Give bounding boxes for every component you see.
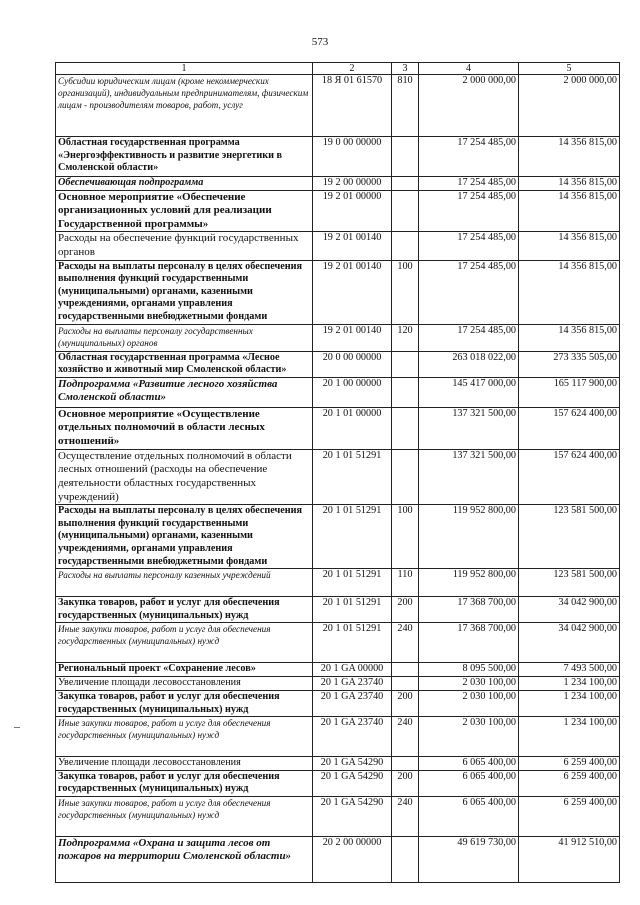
row-code-cell: 20 1 01 51291 xyxy=(313,569,392,597)
row-expense-type-cell: 120 xyxy=(392,324,419,351)
row-name-cell: Расходы на выплаты персоналу государственных (муниципальных) органов xyxy=(56,324,313,351)
scan-mark xyxy=(14,727,20,728)
row-amount-year2-cell: 14 356 815,00 xyxy=(519,324,620,351)
row-amount-year1-cell: 119 952 800,00 xyxy=(419,505,519,569)
row-expense-type-cell xyxy=(392,757,419,771)
row-expense-type-cell xyxy=(392,836,419,882)
row-code-cell: 20 1 01 00000 xyxy=(313,407,392,449)
row-code-cell: 19 2 01 00140 xyxy=(313,260,392,324)
row-amount-year1-cell: 137 321 500,00 xyxy=(419,407,519,449)
table-row xyxy=(56,757,620,771)
row-code-cell: 18 Я 01 61570 xyxy=(313,75,392,137)
row-amount-year2-cell: 123 581 500,00 xyxy=(519,569,620,597)
row-name-cell: Увеличение площади лесовосстановления xyxy=(56,677,313,691)
table-row xyxy=(56,770,620,796)
row-name-cell: Закупка товаров, работ и услуг для обеспечения государственных (муниципальных) нужд xyxy=(56,597,313,623)
row-expense-type-cell: 200 xyxy=(392,770,419,796)
row-amount-year1-cell: 17 254 485,00 xyxy=(419,137,519,177)
row-name-cell: Подпрограмма «Развитие лесного хозяйства Смоленской области» xyxy=(56,377,313,407)
table-row xyxy=(56,137,620,177)
row-amount-year2-cell: 34 042 900,00 xyxy=(519,623,620,663)
header-col-2: 2 xyxy=(313,63,392,75)
row-name-cell: Иные закупки товаров, работ и услуг для обеспечения государственных (муниципальных) нужд xyxy=(56,623,313,663)
row-name-cell: Расходы на выплаты персоналу в целях обеспечения выполнения функций государственными (муниципальными) органами, казенными учреждениями, органами управления государственными внебюджетными фондами xyxy=(56,260,313,324)
row-amount-year2-cell: 14 356 815,00 xyxy=(519,260,620,324)
row-amount-year1-cell: 17 368 700,00 xyxy=(419,623,519,663)
row-code-cell: 20 1 GA 00000 xyxy=(313,663,392,677)
table-row xyxy=(56,351,620,377)
row-amount-year2-cell: 7 493 500,00 xyxy=(519,663,620,677)
row-amount-year1-cell: 17 254 485,00 xyxy=(419,190,519,232)
row-name-cell: Обеспечивающая подпрограмма xyxy=(56,177,313,191)
row-expense-type-cell xyxy=(392,232,419,260)
header-col-1: 1 xyxy=(56,63,313,75)
row-amount-year2-cell: 14 356 815,00 xyxy=(519,190,620,232)
row-expense-type-cell: 240 xyxy=(392,623,419,663)
row-amount-year1-cell: 6 065 400,00 xyxy=(419,757,519,771)
row-amount-year2-cell: 165 117 900,00 xyxy=(519,377,620,407)
row-expense-type-cell xyxy=(392,377,419,407)
row-name-cell: Иные закупки товаров, работ и услуг для обеспечения государственных (муниципальных) нужд xyxy=(56,717,313,757)
row-name-cell: Субсидии юридическим лицам (кроме некоммерческих организаций), индивидуальным предпринимателям, физическим лицам - производителям товаров, работ, услуг xyxy=(56,75,313,137)
row-name-cell: Увеличение площади лесовосстановления xyxy=(56,757,313,771)
row-code-cell: 20 1 GA 54290 xyxy=(313,796,392,836)
row-expense-type-cell xyxy=(392,663,419,677)
row-name-cell: Расходы на выплаты персоналу казенных учреждений xyxy=(56,569,313,597)
table-row xyxy=(56,190,620,232)
page-number: 573 xyxy=(311,36,329,48)
table-row xyxy=(56,407,620,449)
budget-table-body xyxy=(56,63,620,883)
table-row xyxy=(56,677,620,691)
row-expense-type-cell xyxy=(392,407,419,449)
row-expense-type-cell xyxy=(392,351,419,377)
row-amount-year2-cell: 1 234 100,00 xyxy=(519,677,620,691)
row-expense-type-cell: 200 xyxy=(392,690,419,716)
table-row xyxy=(56,260,620,324)
row-code-cell: 20 0 00 00000 xyxy=(313,351,392,377)
row-amount-year1-cell: 263 018 022,00 xyxy=(419,351,519,377)
row-code-cell: 20 1 GA 23740 xyxy=(313,677,392,691)
row-expense-type-cell: 810 xyxy=(392,75,419,137)
table-row xyxy=(56,75,620,137)
row-amount-year2-cell: 6 259 400,00 xyxy=(519,770,620,796)
row-expense-type-cell: 100 xyxy=(392,260,419,324)
row-amount-year1-cell: 137 321 500,00 xyxy=(419,449,519,504)
row-code-cell: 19 2 01 00000 xyxy=(313,190,392,232)
row-amount-year1-cell: 145 417 000,00 xyxy=(419,377,519,407)
row-code-cell: 19 0 00 00000 xyxy=(313,137,392,177)
row-amount-year1-cell: 17 254 485,00 xyxy=(419,260,519,324)
row-amount-year2-cell: 273 335 505,00 xyxy=(519,351,620,377)
row-code-cell: 20 1 01 51291 xyxy=(313,623,392,663)
table-row xyxy=(56,796,620,836)
table-row xyxy=(56,597,620,623)
budget-table xyxy=(55,62,620,883)
row-expense-type-cell xyxy=(392,190,419,232)
row-amount-year2-cell: 14 356 815,00 xyxy=(519,137,620,177)
row-amount-year1-cell: 17 254 485,00 xyxy=(419,232,519,260)
row-amount-year1-cell: 49 619 730,00 xyxy=(419,836,519,882)
row-expense-type-cell: 240 xyxy=(392,717,419,757)
row-expense-type-cell: 200 xyxy=(392,597,419,623)
row-name-cell: Осуществление отдельных полномочий в области лесных отношений (расходы на обеспечение деятельности областных государственных учреждений) xyxy=(56,449,313,504)
row-name-cell: Основное мероприятие «Осуществление отдельных полномочий в области лесных отношений» xyxy=(56,407,313,449)
row-name-cell: Расходы на выплаты персоналу в целях обеспечения выполнения функций государственными (муниципальными) органами, казенными учреждениями, органами управления государственными внебюджетными фондами xyxy=(56,505,313,569)
row-code-cell: 19 2 00 00000 xyxy=(313,177,392,191)
table-row xyxy=(56,663,620,677)
row-code-cell: 19 2 01 00140 xyxy=(313,232,392,260)
row-amount-year1-cell: 6 065 400,00 xyxy=(419,770,519,796)
table-row xyxy=(56,505,620,569)
table-row xyxy=(56,717,620,757)
row-expense-type-cell xyxy=(392,449,419,504)
row-amount-year2-cell: 2 000 000,00 xyxy=(519,75,620,137)
row-amount-year2-cell: 34 042 900,00 xyxy=(519,597,620,623)
row-amount-year1-cell: 2 030 100,00 xyxy=(419,717,519,757)
row-amount-year1-cell: 2 030 100,00 xyxy=(419,677,519,691)
row-name-cell: Подпрограмма «Охрана и защита лесов от пожаров на территории Смоленской области» xyxy=(56,836,313,882)
row-name-cell: Основное мероприятие «Обеспечение организационных условий для реализации Государственной программы» xyxy=(56,190,313,232)
table-row xyxy=(56,377,620,407)
row-amount-year2-cell: 14 356 815,00 xyxy=(519,232,620,260)
row-amount-year1-cell: 17 254 485,00 xyxy=(419,177,519,191)
row-amount-year2-cell: 41 912 510,00 xyxy=(519,836,620,882)
row-amount-year2-cell: 157 624 400,00 xyxy=(519,449,620,504)
row-amount-year2-cell: 1 234 100,00 xyxy=(519,690,620,716)
row-code-cell: 20 1 00 00000 xyxy=(313,377,392,407)
row-amount-year1-cell: 17 254 485,00 xyxy=(419,324,519,351)
row-code-cell: 20 1 GA 54290 xyxy=(313,770,392,796)
row-expense-type-cell: 100 xyxy=(392,505,419,569)
row-name-cell: Региональный проект «Сохранение лесов» xyxy=(56,663,313,677)
row-expense-type-cell xyxy=(392,137,419,177)
row-code-cell: 20 1 GA 23740 xyxy=(313,717,392,757)
table-row xyxy=(56,324,620,351)
row-name-cell: Расходы на обеспечение функций государственных органов xyxy=(56,232,313,260)
row-amount-year2-cell: 157 624 400,00 xyxy=(519,407,620,449)
row-amount-year2-cell: 6 259 400,00 xyxy=(519,757,620,771)
table-row xyxy=(56,177,620,191)
header-col-3: 3 xyxy=(392,63,419,75)
row-amount-year1-cell: 2 030 100,00 xyxy=(419,690,519,716)
row-expense-type-cell: 240 xyxy=(392,796,419,836)
row-name-cell: Закупка товаров, работ и услуг для обеспечения государственных (муниципальных) нужд xyxy=(56,770,313,796)
row-amount-year1-cell: 8 095 500,00 xyxy=(419,663,519,677)
header-col-4: 4 xyxy=(419,63,519,75)
row-expense-type-cell xyxy=(392,177,419,191)
row-code-cell: 19 2 01 00140 xyxy=(313,324,392,351)
row-amount-year1-cell: 6 065 400,00 xyxy=(419,796,519,836)
table-row xyxy=(56,623,620,663)
row-code-cell: 20 1 01 51291 xyxy=(313,597,392,623)
row-code-cell: 20 1 GA 54290 xyxy=(313,757,392,771)
row-amount-year2-cell: 1 234 100,00 xyxy=(519,717,620,757)
row-code-cell: 20 2 00 00000 xyxy=(313,836,392,882)
row-amount-year1-cell: 2 000 000,00 xyxy=(419,75,519,137)
table-row xyxy=(56,836,620,882)
row-code-cell: 20 1 01 51291 xyxy=(313,505,392,569)
row-name-cell: Областная государственная программа «Энергоэффективность и развитие энергетики в Смоленской области» xyxy=(56,137,313,177)
row-amount-year1-cell: 119 952 800,00 xyxy=(419,569,519,597)
row-expense-type-cell xyxy=(392,677,419,691)
row-expense-type-cell: 110 xyxy=(392,569,419,597)
table-row xyxy=(56,232,620,260)
row-name-cell: Закупка товаров, работ и услуг для обеспечения государственных (муниципальных) нужд xyxy=(56,690,313,716)
row-name-cell: Областная государственная программа «Лесное хозяйство и животный мир Смоленской области» xyxy=(56,351,313,377)
table-row xyxy=(56,690,620,716)
row-amount-year1-cell: 17 368 700,00 xyxy=(419,597,519,623)
table-header-row xyxy=(56,63,620,75)
table-row xyxy=(56,449,620,504)
header-col-5: 5 xyxy=(519,63,620,75)
row-amount-year2-cell: 6 259 400,00 xyxy=(519,796,620,836)
row-code-cell: 20 1 GA 23740 xyxy=(313,690,392,716)
row-name-cell: Иные закупки товаров, работ и услуг для обеспечения государственных (муниципальных) нужд xyxy=(56,796,313,836)
table-row xyxy=(56,569,620,597)
row-code-cell: 20 1 01 51291 xyxy=(313,449,392,504)
row-amount-year2-cell: 14 356 815,00 xyxy=(519,177,620,191)
row-amount-year2-cell: 123 581 500,00 xyxy=(519,505,620,569)
